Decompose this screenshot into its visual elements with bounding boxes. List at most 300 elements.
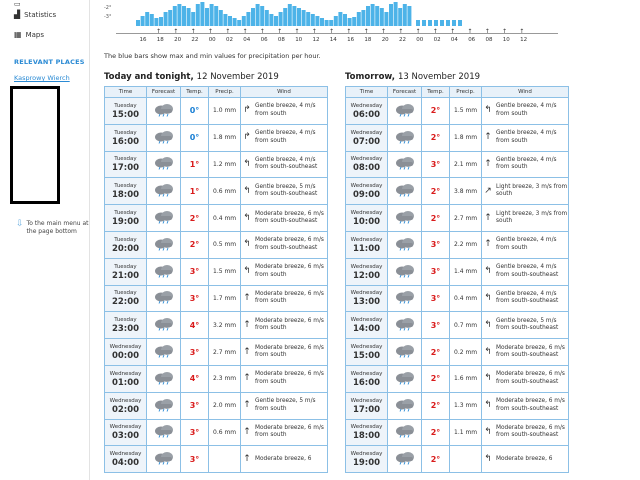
forecast-row bbox=[105, 312, 328, 339]
wind-cell bbox=[241, 231, 328, 258]
precipitation: 1.4 mm bbox=[450, 258, 482, 285]
time-cell bbox=[105, 124, 147, 151]
precipitation: 0.4 mm bbox=[209, 205, 241, 232]
weekday: Wednesday bbox=[350, 317, 383, 324]
precip-bar bbox=[407, 6, 411, 26]
temperature: 3° bbox=[422, 258, 450, 285]
wind-cell bbox=[482, 339, 569, 366]
wind-cell bbox=[482, 392, 569, 419]
precipitation bbox=[209, 446, 241, 473]
weekday: Wednesday bbox=[109, 370, 142, 377]
precipitation: 0.5 mm bbox=[209, 231, 241, 258]
hour: 01:00 bbox=[111, 377, 140, 388]
forecast-row bbox=[346, 285, 569, 312]
temperature: 3° bbox=[422, 285, 450, 312]
wind-cell bbox=[241, 312, 328, 339]
forecast-row bbox=[105, 178, 328, 205]
wind-cell bbox=[482, 98, 569, 125]
tomorrow-table bbox=[345, 86, 569, 473]
wind-arrow-icon: ↑ bbox=[484, 239, 492, 250]
wind-arrow-icon: ↑ bbox=[243, 346, 251, 357]
rain-cloud-icon bbox=[394, 432, 416, 440]
weekday: Tuesday bbox=[114, 236, 137, 243]
precipitation: 0.7 mm bbox=[450, 312, 482, 339]
forecast-row bbox=[105, 124, 328, 151]
precip-bar bbox=[265, 10, 269, 26]
time-cell bbox=[346, 205, 388, 232]
forecast-cell bbox=[388, 446, 422, 473]
precipitation: 2.3 mm bbox=[209, 365, 241, 392]
time-cell bbox=[346, 151, 388, 178]
precip-bar bbox=[219, 10, 223, 26]
precip-bar bbox=[279, 12, 283, 26]
wind-cell bbox=[482, 285, 569, 312]
temperature: 2° bbox=[422, 446, 450, 473]
forecast-cell bbox=[147, 312, 181, 339]
wind-cell bbox=[241, 151, 328, 178]
precip-bar bbox=[428, 20, 432, 26]
forecast-row bbox=[105, 285, 328, 312]
graph-x-tick: 16 bbox=[347, 37, 355, 43]
precip-bar bbox=[187, 8, 191, 26]
hour: 04:00 bbox=[111, 458, 140, 469]
relevant-place-link[interactable]: Kasprowy Wierch bbox=[14, 74, 70, 82]
precip-bar bbox=[366, 6, 370, 26]
tomorrow-forecast bbox=[345, 72, 569, 473]
graph-x-tick: 04 bbox=[243, 37, 251, 43]
sidebar-item-statistics[interactable] bbox=[14, 10, 56, 19]
back-to-menu-link[interactable] bbox=[16, 220, 90, 236]
weekday: Wednesday bbox=[350, 236, 383, 243]
graph-wind-arrow: ↑ bbox=[346, 28, 352, 34]
temperature: 2° bbox=[422, 365, 450, 392]
weekday: Wednesday bbox=[350, 210, 383, 217]
forecast-cell bbox=[147, 124, 181, 151]
rain-cloud-icon bbox=[394, 406, 416, 414]
rain-cloud-icon bbox=[153, 406, 175, 414]
wind-text: Gentle breeze, 5 m/s from south bbox=[255, 398, 316, 412]
precipitation-graph bbox=[104, 0, 558, 34]
forecast-row bbox=[105, 258, 328, 285]
rain-cloud-icon bbox=[153, 191, 175, 199]
precip-bar bbox=[297, 8, 301, 26]
forecast-row bbox=[346, 446, 569, 473]
precip-bar bbox=[394, 2, 398, 26]
temperature: 1° bbox=[181, 151, 209, 178]
wind-text: Gentle breeze, 4 m/s from south bbox=[255, 130, 316, 144]
forecast-cell bbox=[147, 231, 181, 258]
forecast-cell bbox=[388, 365, 422, 392]
time-cell bbox=[346, 285, 388, 312]
precipitation: 1.2 mm bbox=[209, 151, 241, 178]
wind-cell bbox=[482, 124, 569, 151]
wind-arrow-icon: ↑ bbox=[243, 426, 251, 437]
wind-arrow-icon: ↑ bbox=[484, 158, 492, 169]
graph-wind-arrow: ↑ bbox=[156, 28, 162, 34]
rain-cloud-icon bbox=[394, 218, 416, 226]
weekday: Wednesday bbox=[350, 129, 383, 136]
rain-cloud-icon bbox=[394, 272, 416, 280]
wind-text: Moderate breeze, 6 m/s from south-southeast bbox=[496, 398, 565, 412]
col-header: Temp. bbox=[181, 87, 209, 98]
precipitation: 2.0 mm bbox=[209, 392, 241, 419]
wind-arrow-icon: ↑ bbox=[243, 400, 251, 411]
wind-cell bbox=[241, 205, 328, 232]
forecast-row bbox=[105, 231, 328, 258]
precipitation: 1.8 mm bbox=[209, 124, 241, 151]
temperature: 3° bbox=[181, 339, 209, 366]
precipitation: 0.6 mm bbox=[209, 419, 241, 446]
forecast-cell bbox=[388, 419, 422, 446]
wind-arrow-icon: ↑ bbox=[243, 292, 251, 303]
graph-wind-arrow: ↑ bbox=[467, 28, 473, 34]
sidebar-item-maps[interactable] bbox=[14, 30, 44, 39]
precip-bar bbox=[334, 16, 338, 26]
col-header: Wind bbox=[241, 87, 328, 98]
wind-text: Moderate breeze, 6 m/s from south bbox=[255, 424, 324, 439]
rain-cloud-icon bbox=[394, 298, 416, 306]
rain-cloud-icon bbox=[153, 432, 175, 440]
wind-arrow-icon: ↰ bbox=[243, 266, 251, 277]
graph-canvas bbox=[116, 0, 558, 34]
precip-bar bbox=[223, 14, 227, 26]
forecast-row bbox=[346, 124, 569, 151]
temperature: 2° bbox=[181, 231, 209, 258]
wind-arrow-icon: ↰ bbox=[484, 292, 492, 303]
precip-bar bbox=[352, 17, 356, 26]
precip-bar bbox=[311, 14, 315, 26]
wind-text: Moderate breeze, 6 bbox=[496, 455, 553, 462]
wind-cell bbox=[482, 312, 569, 339]
hour: 16:00 bbox=[352, 377, 381, 388]
col-header: Time bbox=[346, 87, 388, 98]
weekday: Wednesday bbox=[350, 183, 383, 190]
graph-x-tick: 04 bbox=[450, 37, 458, 43]
today-forecast bbox=[104, 72, 328, 473]
hour: 17:00 bbox=[352, 404, 381, 415]
wind-arrow-icon: ↑ bbox=[243, 319, 251, 330]
weekday: Wednesday bbox=[350, 290, 383, 297]
forecast-cell bbox=[147, 419, 181, 446]
forecast-cell bbox=[388, 312, 422, 339]
precip-bar bbox=[446, 20, 450, 26]
hour: 18:00 bbox=[352, 431, 381, 442]
graph-wind-arrow: ↑ bbox=[502, 28, 508, 34]
wind-arrow-icon: ↰ bbox=[484, 453, 492, 464]
weekday: Wednesday bbox=[109, 451, 142, 458]
weekday: Tuesday bbox=[114, 129, 137, 136]
graph-x-tick: 06 bbox=[468, 37, 476, 43]
graph-x-tick: 10 bbox=[295, 37, 303, 43]
wind-arrow-icon: ↰ bbox=[484, 105, 492, 116]
graph-x-tick: 18 bbox=[364, 37, 372, 43]
weekday: Wednesday bbox=[350, 263, 383, 270]
wind-cell bbox=[241, 178, 328, 205]
graph-wind-arrow: ↑ bbox=[363, 28, 369, 34]
temperature: 3° bbox=[181, 446, 209, 473]
rain-cloud-icon bbox=[394, 379, 416, 387]
precip-bar bbox=[458, 20, 462, 26]
hour: 19:00 bbox=[111, 217, 140, 228]
graph-x-tick: 08 bbox=[277, 37, 285, 43]
sidebar-item-partial[interactable] bbox=[14, 0, 21, 8]
graph-note: The blue bars show max and min values for precipitation per hour. bbox=[104, 52, 321, 60]
precip-bar bbox=[256, 4, 260, 26]
precipitation: 0.4 mm bbox=[450, 285, 482, 312]
time-cell bbox=[346, 178, 388, 205]
graph-wind-arrow: ↑ bbox=[415, 28, 421, 34]
weekday: Tuesday bbox=[114, 102, 137, 109]
precip-bar bbox=[343, 14, 347, 26]
forecast-row bbox=[346, 365, 569, 392]
temperature: 2° bbox=[422, 98, 450, 125]
time-cell bbox=[105, 446, 147, 473]
wind-text: Moderate breeze, 6 m/s from south-southeast bbox=[496, 344, 565, 359]
col-header: Precip. bbox=[450, 87, 482, 98]
forecast-cell bbox=[147, 151, 181, 178]
forecast-row bbox=[105, 339, 328, 366]
hour: 02:00 bbox=[111, 404, 140, 415]
wind-arrow-icon: ↰ bbox=[243, 239, 251, 250]
weekday: Wednesday bbox=[350, 344, 383, 351]
rain-cloud-icon bbox=[153, 272, 175, 280]
wind-arrow-icon: ↱ bbox=[243, 105, 251, 116]
hour: 13:00 bbox=[352, 297, 381, 308]
rain-cloud-icon bbox=[153, 379, 175, 387]
time-cell bbox=[346, 392, 388, 419]
forecast-row bbox=[346, 98, 569, 125]
precip-bar bbox=[145, 12, 149, 26]
wind-cell bbox=[482, 231, 569, 258]
rain-cloud-icon bbox=[153, 352, 175, 360]
col-header: Forecast bbox=[388, 87, 422, 98]
forecast-row bbox=[346, 231, 569, 258]
hour: 07:00 bbox=[352, 136, 381, 147]
graph-x-tick: 12 bbox=[312, 37, 320, 43]
today-heading: Today and tonight, 12 November 2019 bbox=[104, 72, 279, 82]
wind-arrow-icon: ↗ bbox=[484, 185, 492, 196]
forecast-cell bbox=[147, 258, 181, 285]
temperature: 3° bbox=[181, 258, 209, 285]
precip-bar bbox=[150, 14, 154, 26]
graph-x-tick: 20 bbox=[174, 37, 182, 43]
graph-wind-arrow: ↑ bbox=[259, 28, 265, 34]
temperature: 3° bbox=[181, 392, 209, 419]
time-cell bbox=[105, 312, 147, 339]
temperature: 2° bbox=[422, 339, 450, 366]
precip-bar bbox=[398, 8, 402, 26]
precip-bar bbox=[214, 6, 218, 26]
graph-wind-arrow: ↑ bbox=[311, 28, 317, 34]
arrow-down-icon: ⇩ bbox=[16, 219, 24, 229]
forecast-cell bbox=[388, 98, 422, 125]
time-cell bbox=[346, 365, 388, 392]
time-cell bbox=[346, 124, 388, 151]
wind-arrow-icon: ↰ bbox=[243, 212, 251, 223]
precip-bar bbox=[260, 6, 264, 26]
weekday: Tuesday bbox=[114, 317, 137, 324]
forecast-cell bbox=[388, 392, 422, 419]
time-cell bbox=[346, 98, 388, 125]
hour: 06:00 bbox=[352, 109, 381, 120]
forecast-cell bbox=[147, 392, 181, 419]
graph-wind-arrow: ↑ bbox=[207, 28, 213, 34]
precipitation: 1.0 mm bbox=[209, 98, 241, 125]
precipitation: 0.6 mm bbox=[209, 178, 241, 205]
wind-text: Moderate breeze, 6 m/s from south bbox=[255, 344, 324, 359]
rain-cloud-icon bbox=[153, 325, 175, 333]
wind-text: Gentle breeze, 4 m/s from south-southeast bbox=[255, 156, 318, 171]
weekday: Tuesday bbox=[114, 210, 137, 217]
wind-arrow-icon: ↑ bbox=[484, 132, 492, 143]
col-header: Time bbox=[105, 87, 147, 98]
precip-bar bbox=[434, 20, 438, 26]
forecast-row bbox=[105, 205, 328, 232]
precipitation: 0.2 mm bbox=[450, 339, 482, 366]
forecast-cell bbox=[147, 178, 181, 205]
precip-bar bbox=[384, 12, 388, 26]
time-cell bbox=[105, 231, 147, 258]
weekday: Wednesday bbox=[109, 344, 142, 351]
wind-cell bbox=[241, 392, 328, 419]
main-content bbox=[100, 0, 640, 480]
graph-x-tick: 06 bbox=[260, 37, 268, 43]
precip-bar bbox=[302, 10, 306, 26]
statistics-icon: ▟ bbox=[14, 10, 21, 19]
precip-bar bbox=[361, 10, 365, 26]
precipitation: 1.8 mm bbox=[450, 124, 482, 151]
wind-arrow-icon: ↑ bbox=[243, 373, 251, 384]
weekday: Wednesday bbox=[350, 451, 383, 458]
precip-bar bbox=[440, 20, 444, 26]
precip-bar bbox=[416, 20, 420, 26]
wind-cell bbox=[482, 258, 569, 285]
precipitation: 1.5 mm bbox=[209, 258, 241, 285]
rain-cloud-icon bbox=[394, 459, 416, 467]
precipitation: 3.8 mm bbox=[450, 178, 482, 205]
graph-x-tick: 22 bbox=[399, 37, 406, 43]
wind-arrow-icon: ↰ bbox=[484, 266, 492, 277]
hour: 16:00 bbox=[111, 136, 140, 147]
wind-cell bbox=[241, 258, 328, 285]
wind-arrow-icon: ↰ bbox=[484, 319, 492, 330]
precip-bar bbox=[210, 4, 214, 26]
graph-x-tick: 00 bbox=[416, 37, 424, 43]
wind-text: Gentle breeze, 5 m/s from south-southeast bbox=[255, 183, 318, 198]
forecast-row bbox=[346, 178, 569, 205]
wind-cell bbox=[241, 446, 328, 473]
sidebar-item-label: Statistics bbox=[24, 10, 57, 19]
precip-bar bbox=[237, 20, 241, 26]
graph-x-tick: 02 bbox=[226, 37, 233, 43]
precipitation: 3.2 mm bbox=[209, 312, 241, 339]
wind-arrow-icon: ↰ bbox=[243, 185, 251, 196]
hour: 11:00 bbox=[352, 243, 381, 254]
precip-bar bbox=[315, 16, 319, 26]
precip-bar bbox=[292, 6, 296, 26]
forecast-row bbox=[346, 392, 569, 419]
time-cell bbox=[105, 178, 147, 205]
hour: 21:00 bbox=[111, 270, 140, 281]
graph-x-tick: 16 bbox=[139, 37, 147, 43]
temperature: 2° bbox=[422, 178, 450, 205]
wind-text: Gentle breeze, 4 m/s from south bbox=[496, 237, 557, 251]
temperature: 1° bbox=[181, 178, 209, 205]
precip-bar bbox=[320, 18, 324, 26]
temperature: 2° bbox=[422, 124, 450, 151]
forecast-row bbox=[105, 392, 328, 419]
precip-bar bbox=[274, 16, 278, 26]
hour: 19:00 bbox=[352, 458, 381, 469]
temperature: 3° bbox=[181, 285, 209, 312]
graph-y-label: -2° bbox=[104, 5, 112, 11]
hour: 03:00 bbox=[111, 431, 140, 442]
rain-cloud-icon bbox=[153, 459, 175, 467]
time-cell bbox=[346, 231, 388, 258]
time-cell bbox=[346, 312, 388, 339]
hour: 10:00 bbox=[352, 217, 381, 228]
rain-cloud-icon bbox=[153, 111, 175, 119]
wind-text: Moderate breeze, 6 m/s from south-southeast bbox=[255, 210, 324, 225]
graph-x-tick: 02 bbox=[433, 37, 441, 43]
wind-text: Moderate breeze, 6 m/s from south bbox=[255, 371, 324, 385]
precip-bar bbox=[338, 12, 342, 26]
wind-text: Moderate breeze, 6 m/s from south-southeast bbox=[496, 424, 565, 439]
wind-text: Moderate breeze, 6 m/s from south bbox=[255, 290, 324, 305]
precip-bar bbox=[233, 18, 237, 26]
precip-bar bbox=[177, 4, 181, 26]
graph-wind-arrow: ↑ bbox=[519, 28, 525, 34]
wind-text: Gentle breeze, 4 m/s from south-southeast bbox=[496, 290, 559, 305]
temperature: 2° bbox=[422, 419, 450, 446]
relevant-places-heading: RELEVANT PLACES bbox=[14, 58, 85, 66]
rain-cloud-icon bbox=[394, 245, 416, 253]
time-cell bbox=[105, 205, 147, 232]
weekday: Wednesday bbox=[109, 424, 142, 431]
forecast-row bbox=[346, 205, 569, 232]
wind-arrow-icon: ↑ bbox=[484, 212, 492, 223]
wind-cell bbox=[482, 446, 569, 473]
time-cell bbox=[105, 98, 147, 125]
wind-text: Light breeze, 3 m/s from south bbox=[496, 210, 568, 225]
hour: 14:00 bbox=[352, 324, 381, 335]
wind-cell bbox=[482, 419, 569, 446]
wind-text: Gentle breeze, 4 m/s from south bbox=[496, 103, 557, 117]
graph-x-tick: 08 bbox=[485, 37, 493, 43]
hour: 15:00 bbox=[352, 351, 381, 362]
wind-arrow-icon: ↰ bbox=[484, 346, 492, 357]
time-cell bbox=[346, 258, 388, 285]
rain-cloud-icon bbox=[394, 352, 416, 360]
graph-wind-arrow: ↑ bbox=[190, 28, 196, 34]
precipitation: 1.5 mm bbox=[450, 98, 482, 125]
precip-bar bbox=[196, 4, 200, 26]
hour: 00:00 bbox=[111, 351, 140, 362]
precip-bar bbox=[251, 8, 255, 26]
temperature: 2° bbox=[181, 205, 209, 232]
precip-bar bbox=[141, 16, 145, 26]
graph-x-tick: 14 bbox=[329, 37, 337, 43]
forecast-row bbox=[105, 419, 328, 446]
temperature: 3° bbox=[422, 312, 450, 339]
forecast-cell bbox=[147, 446, 181, 473]
rain-cloud-icon bbox=[153, 164, 175, 172]
weekday: Tuesday bbox=[114, 290, 137, 297]
wind-cell bbox=[241, 124, 328, 151]
col-header: Forecast bbox=[147, 87, 181, 98]
precip-bar bbox=[283, 8, 287, 26]
temperature: 3° bbox=[422, 151, 450, 178]
